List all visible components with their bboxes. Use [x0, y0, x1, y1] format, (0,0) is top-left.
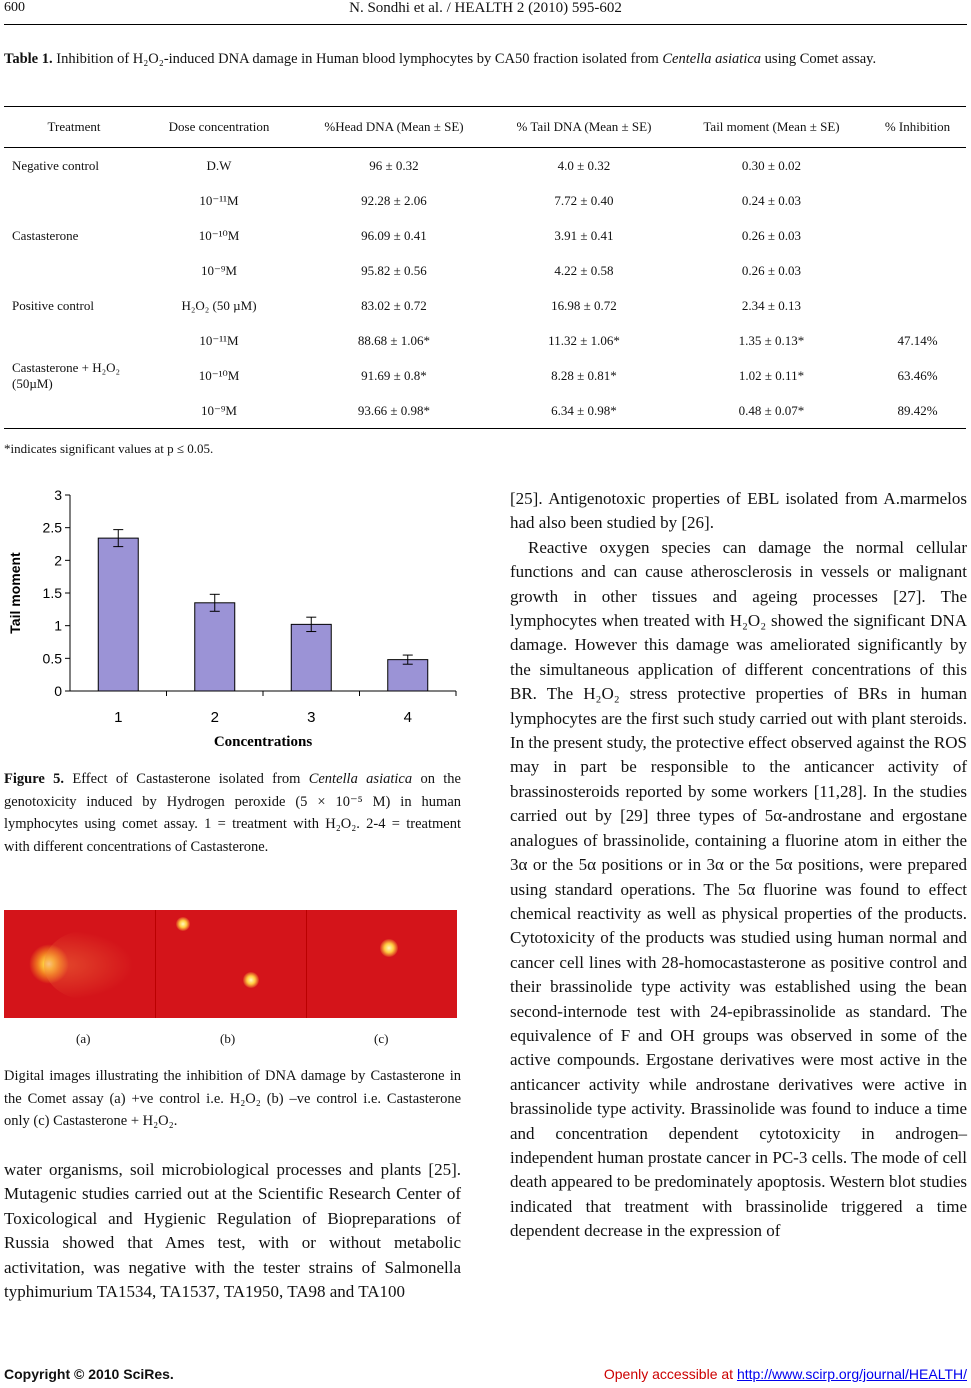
cell-tail: 16.98 ± 0.72 — [551, 297, 617, 313]
figure-5-text-end: on the genotoxicity induced by Hydrogen peroxide (5 × 10⁻⁵ M) in human lymphocytes using comet assay. 1 = treatment with H₂O₂. 2-4 = treatment with different concentrations of Castasterone. — [4, 771, 461, 855]
y-tick-label: 2.5 — [42, 519, 62, 536]
left-column-body: water organisms, soil microbiological processes and plants [25]. Mutagenic studies carried out at the Scientific Research Center of Toxicological and Hygienic Regulation of Biopreparations of Russia showed that Ames test, with or without metabolic activitation, was negative with the tester strains of Salmonella typhimurium TA1534, TA1537, TA1950, TA98 and TA100 — [4, 1160, 461, 1302]
cell-inhibition — [869, 288, 966, 323]
cell-moment: 1.02 ± 0.11* — [738, 367, 805, 383]
cell-dose: 10⁻¹⁰M — [198, 367, 240, 383]
figure-5-label: Figure 5. — [4, 771, 65, 787]
table-caption — [4, 48, 966, 70]
cell-treatment — [4, 323, 144, 358]
cell-moment: 0.48 ± 0.07* — [674, 393, 869, 429]
cell-treatment: Castasterone — [12, 227, 79, 243]
access-text: Openly accessible at — [603, 1366, 737, 1382]
right-column-body — [510, 487, 967, 1244]
cell-dose: 10⁻¹⁰M — [198, 227, 240, 243]
cell-tail: 4.0 ± 0.32 — [557, 157, 611, 173]
cell-dose: D.W — [206, 157, 232, 173]
cell-tail: 6.34 ± 0.98* — [494, 393, 674, 429]
cell-moment: 0.30 ± 0.02 — [741, 157, 802, 173]
table-row — [4, 253, 966, 288]
comet-image-a — [4, 910, 155, 1018]
y-tick-label: 0.5 — [42, 650, 62, 667]
digital-images-caption: Digital images illustrating the inhibition of DNA damage by Castasterone in the Comet assay (a) +ve control i.e. H₂O₂ (b) –ve control i.e. Castasterone only (c) Castasterone + H₂O₂. — [4, 1068, 461, 1129]
cell-head: 83.02 ± 0.72 — [361, 297, 427, 313]
paragraph: Reactive oxygen species can damage the normal cellular functions and can cause atherosclerosis in vessels or malignant growth in other tissues and ageing processes [27]. The lymphocytes when treated with H₂O₂ showed the significant DNA damage. However this damage was ameliorated significantly by the simultaneous application of different concentrations of this BR. The H₂O₂ stress protective properties of BRs in human lymphocytes are the first such study carried out with plant steroids. In the present study, the protective effect observed against the ROS may in part be responsible to the anticancer activity of brassinosteroids reported by some workers [11,28]. In the studies carried out by [29] three types of 5α-androstane and ergostane analogues of brassinolide, containing a fluorine atom in either the 3α or the 5α positions or in 3α or the 5α positions, were prepared using standard operations. The 5α fluorine was found to effect chemical reactivity as well as physical properties of the products. Cytotoxicity of the products was studied using human normal and cancer cell lines with 28-homocastasterone as positive control and their brassinolide type activity was established using the bean second-internode test with 24-epibrassinolide as standard. The equivalence of F and OH groups was observed in some of the active compounds. Ergostane derivatives were most active in the anticancer activity while androstane derivatives were active in brassinolide type activity. Brassinolide was found to induce a time and concentration dependent cytotoxicity in androgen–independent human prostate cancer in PC-3 cells. The mode of cell death appeared to be predominately apoptosis. Western blot studies indicated that treatment with brassinolide triggered a time dependent decrease in the expression of — [510, 537, 967, 1241]
copyright: Copyright © 2010 SciRes. — [4, 1366, 174, 1382]
image-label-b: (b) — [220, 1031, 236, 1046]
cell-moment: 2.34 ± 0.13 — [741, 297, 802, 313]
table-row — [4, 218, 966, 253]
table-label: Table 1. — [4, 51, 53, 67]
cell-inhibition — [869, 148, 966, 184]
cell-tail: 3.91 ± 0.41 — [554, 227, 614, 243]
cell-tail: 11.32 ± 1.06* — [548, 332, 620, 348]
table-row — [4, 288, 966, 323]
cell-treatment: Negative control — [12, 157, 99, 173]
cell-treatment: Positive control — [12, 297, 94, 313]
journal-link[interactable]: http://www.scirp.org/journal/HEALTH/ — [736, 1366, 967, 1382]
col-header: Dose concentration — [144, 107, 294, 148]
page-number: 600 — [4, 0, 25, 15]
col-header: %Head DNA (Mean ± SE) — [294, 107, 494, 148]
y-axis-label: Tail moment — [7, 552, 23, 634]
cell-treatment — [4, 183, 144, 218]
results-table — [4, 106, 966, 429]
cell-head: 88.68 ± 1.06* — [357, 332, 431, 348]
cell-inhibition — [869, 218, 966, 253]
cell-treatment: Castasterone + H₂O₂ (50µM) — [12, 359, 121, 391]
cell-inhibition: 47.14% — [897, 332, 938, 348]
table-caption-end: using Comet assay. — [761, 51, 877, 67]
comet-image-b — [155, 910, 307, 1018]
cell-inhibition: 63.46% — [897, 367, 938, 383]
access-note — [604, 1366, 967, 1382]
table-caption-species: Centella asiatica — [662, 51, 762, 67]
cell-moment: 0.26 ± 0.03 — [741, 262, 802, 278]
cell-head: 92.28 ± 2.06 — [361, 192, 427, 208]
header-rule — [4, 24, 967, 25]
table-footnote: *indicates significant values at p ≤ 0.05. — [4, 441, 214, 456]
cell-dose: 10⁻⁹M — [144, 393, 294, 429]
cell-moment: 0.26 ± 0.03 — [741, 227, 802, 243]
x-tick-label: 2 — [210, 709, 219, 726]
cell-inhibition: 89.42% — [869, 393, 966, 429]
table-row — [4, 393, 966, 429]
x-tick-label: 3 — [307, 709, 316, 726]
comet-assay-images — [4, 910, 457, 1018]
cell-head: 91.69 ± 0.8* — [361, 367, 427, 383]
figure-5-species: Centella asiatica — [308, 771, 413, 787]
cell-treatment — [4, 393, 144, 429]
table-row — [4, 183, 966, 218]
cell-dose: 10⁻¹¹M — [199, 192, 239, 208]
bar-3 — [291, 624, 331, 691]
table-row — [4, 358, 966, 393]
bar-2 — [195, 603, 235, 691]
image-label-a: (a) — [76, 1031, 91, 1046]
paragraph: [25]. Antigenotoxic properties of EBL isolated from A.marmelos had also been studied by [26]. — [510, 489, 967, 533]
table-row — [4, 323, 966, 358]
cell-head: 96.09 ± 0.41 — [361, 227, 427, 243]
figure-5-caption — [4, 768, 461, 858]
cell-moment: 0.24 ± 0.03 — [741, 192, 802, 208]
cell-dose: 10⁻⁹M — [201, 262, 237, 278]
cell-tail: 8.28 ± 0.81* — [551, 367, 617, 383]
cell-moment: 1.35 ± 0.13* — [738, 332, 805, 348]
col-header: % Tail DNA (Mean ± SE) — [494, 107, 674, 148]
cell-head: 93.66 ± 0.98* — [294, 393, 494, 429]
cell-dose: H₂O₂ (50 µM) — [181, 297, 257, 313]
cell-head: 96 ± 0.32 — [369, 157, 419, 173]
tail-moment-chart — [0, 482, 470, 752]
cell-inhibition — [869, 183, 966, 218]
table-header-row — [4, 107, 966, 148]
figure-5-text: Effect of Castasterone isolated from — [64, 771, 309, 787]
y-tick-label: 1.5 — [42, 585, 62, 601]
y-tick-label: 3 — [54, 487, 62, 503]
col-header: Treatment — [4, 107, 144, 148]
table-caption-text: Inhibition of H₂O₂-induced DNA damage in Human blood lymphocytes by CA50 fraction isolated from — [52, 51, 663, 67]
cell-tail: 7.72 ± 0.40 — [554, 192, 614, 208]
x-tick-label: 4 — [403, 709, 412, 726]
y-tick-label: 2 — [54, 552, 62, 569]
cell-tail: 4.22 ± 0.58 — [554, 262, 614, 278]
x-tick-label: 1 — [114, 709, 123, 726]
bar-1 — [98, 538, 138, 691]
image-label-c: (c) — [374, 1031, 389, 1046]
col-header: Tail moment (Mean ± SE) — [674, 107, 869, 148]
cell-dose: 10⁻¹¹M — [199, 332, 239, 348]
x-axis-label: Concentrations — [213, 734, 313, 750]
y-tick-label: 1 — [54, 617, 62, 634]
comet-image-c — [306, 910, 458, 1018]
cell-treatment — [4, 253, 144, 288]
cell-inhibition — [869, 253, 966, 288]
y-tick-label: 0 — [54, 683, 62, 699]
cell-head: 95.82 ± 0.56 — [361, 262, 427, 278]
table-row — [4, 148, 966, 184]
running-title: N. Sondhi et al. / HEALTH 2 (2010) 595-602 — [349, 0, 622, 16]
col-header: % Inhibition — [869, 107, 966, 148]
